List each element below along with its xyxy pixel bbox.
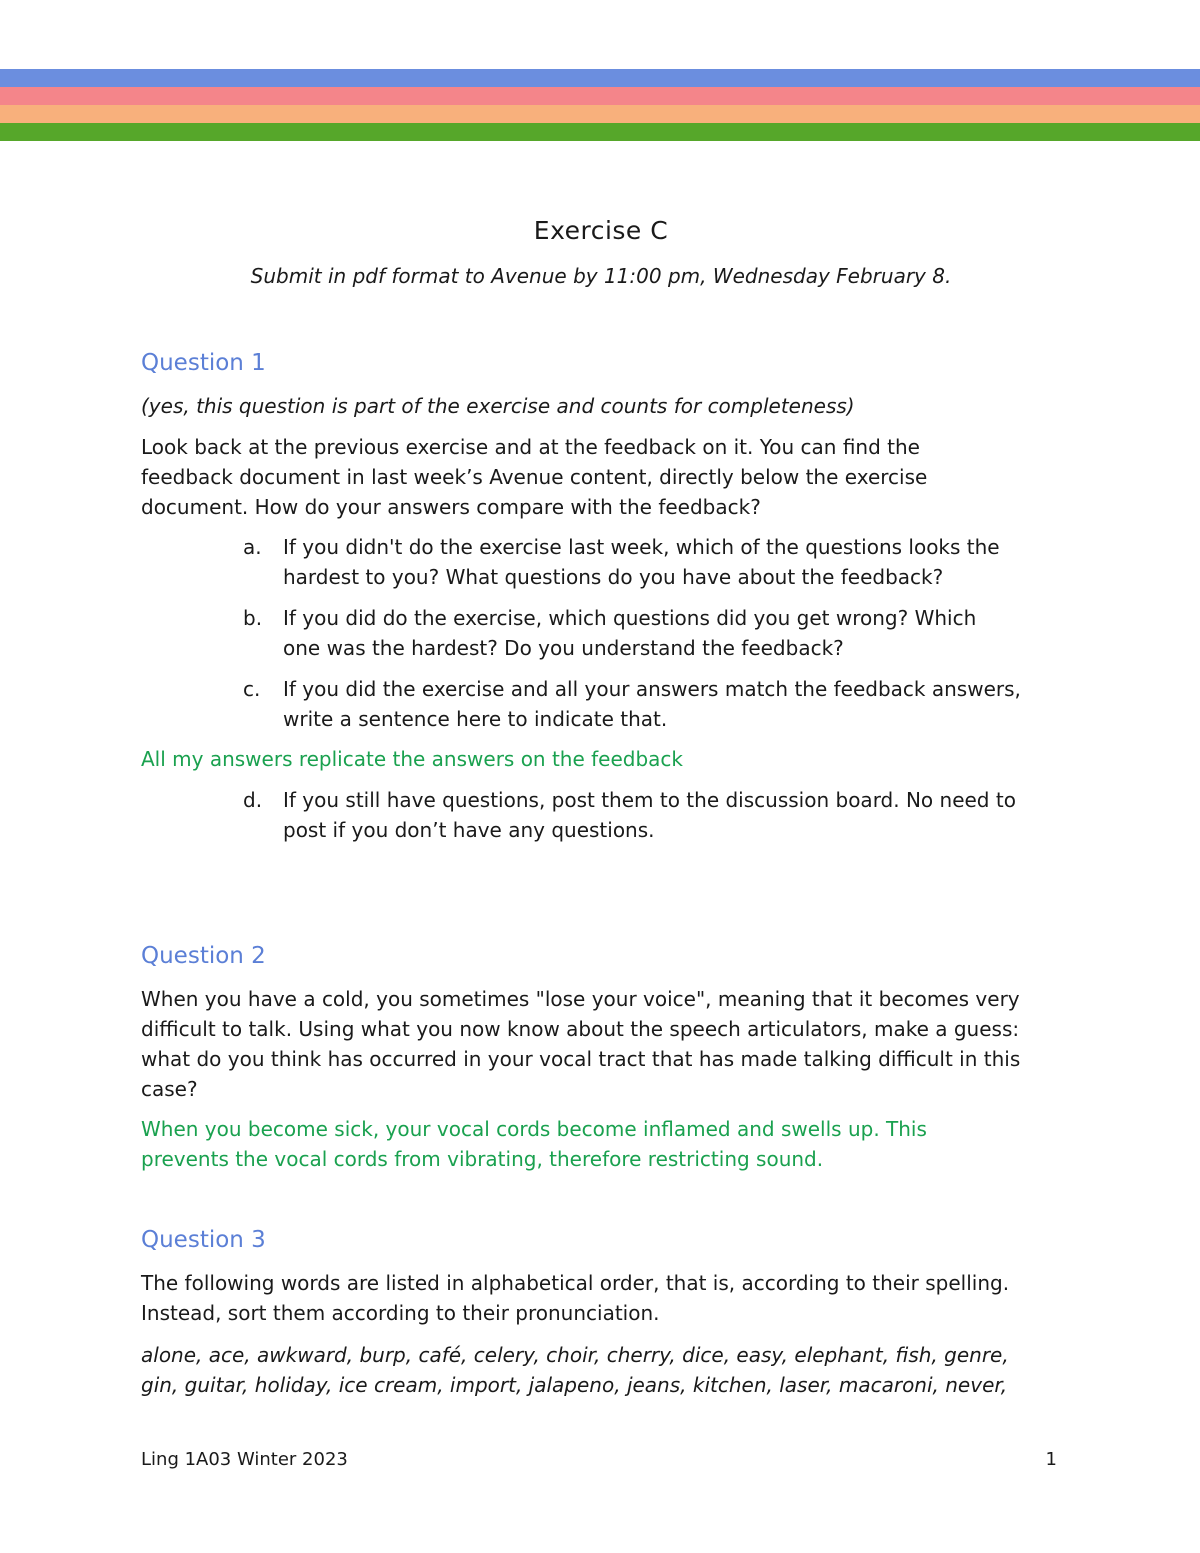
item-label: c. (243, 677, 261, 701)
question-1-item-b (243, 603, 1003, 663)
question-1-item-c (243, 674, 1061, 734)
question-1-answer: All my answers replicate the answers on the feedback (141, 747, 684, 771)
page-subtitle: Submit in pdf format to Avenue by 11:00 pm, Wednesday February 8. (250, 264, 952, 288)
item-text: If you did do the exercise, which questions did you get wrong? Which one was the hardest? Do you understand the feedback? (283, 606, 977, 660)
question-1-body: Look back at the previous exercise and at the feedback on it. You can find the feedback document in last week’s Avenue content, directly below the exercise document. How do your answers compare with the feedback? (141, 435, 928, 519)
footer-page-number: 1 (1045, 1449, 1057, 1470)
question-3-word-list: alone, ace, awkward, burp, café, celery, choir, cherry, dice, easy, elephant, fish, genre, gin, guitar, holiday, ice cream, import, jalapeno, jeans, kitchen, laser, macaroni, never, (141, 1343, 1009, 1397)
stripe-pink (0, 87, 1200, 105)
question-1-heading: Question 1 (141, 350, 266, 376)
question-2-answer: When you become sick, your vocal cords become inflamed and swells up. This prevents the vocal cords from vibrating, therefore restricting sound. (141, 1117, 927, 1171)
question-1-note: (yes, this question is part of the exercise and counts for completeness) (141, 394, 855, 418)
item-label: b. (243, 606, 263, 630)
item-text: If you didn't do the exercise last week, which of the questions looks the hardest to you? What questions do you have about the feedback? (283, 535, 1000, 589)
question-3-body: The following words are listed in alphabetical order, that is, according to their spelling. Instead, sort them according to their pronunciation. (141, 1271, 1010, 1325)
item-label: a. (243, 535, 262, 559)
question-1-item-a (243, 532, 1061, 592)
item-text: If you did the exercise and all your answers match the feedback answers, write a sentence here to indicate that. (283, 677, 1021, 731)
stripe-green (0, 123, 1200, 141)
header-color-stripes (0, 69, 1200, 141)
stripe-blue (0, 69, 1200, 87)
question-1-item-d (243, 785, 1043, 845)
question-2-body: When you have a cold, you sometimes "lose your voice", meaning that it becomes very difficult to talk. Using what you now know about the speech articulators, make a guess: what do you think has occurred in your vocal tract that has made talking difficult in this case? (141, 987, 1021, 1101)
item-text: If you still have questions, post them to the discussion board. No need to post if you don’t have any questions. (283, 788, 1016, 842)
stripe-orange (0, 105, 1200, 123)
page-title: Exercise C (533, 216, 669, 245)
question-3-heading: Question 3 (141, 1227, 266, 1253)
question-2-heading: Question 2 (141, 943, 266, 969)
item-label: d. (243, 788, 263, 812)
footer-course-label: Ling 1A03 Winter 2023 (141, 1449, 348, 1470)
